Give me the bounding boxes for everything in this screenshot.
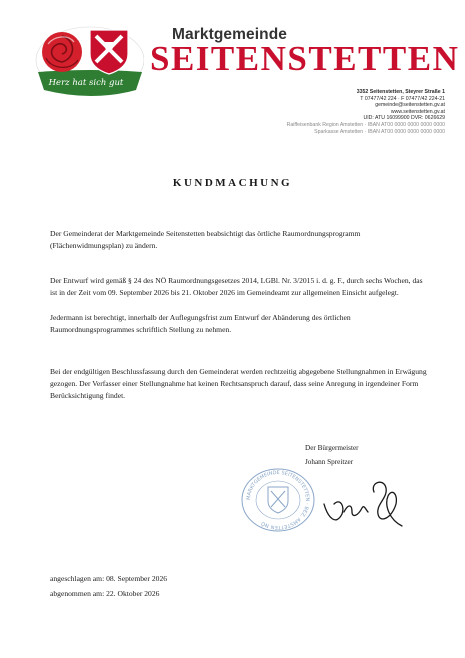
paragraph-display-period: Der Entwurf wird gemäß § 24 des NÖ Raumordnungsgesetzes 2014, LGBl. Nr. 3/2015 i. d. g. F., durch sechs Wochen, das ist in der Zeit vom 09. September 2026 bis 21. Oktober 2026 im Gemeindeamt zur allgemeinen Einsicht aufgelegt.: [50, 276, 423, 297]
coat-of-arms-icon: [90, 30, 128, 74]
municipality-prefix: Marktgemeinde: [172, 26, 287, 43]
logo-slogan: Herz hat sich gut: [48, 78, 124, 88]
rose-icon: [42, 32, 82, 72]
contact-block: [287, 89, 445, 135]
contact-phone: T 07477/42 224 · F 07477/42 224-21: [360, 95, 445, 102]
removed-date: abgenommen am: 22. Oktober 2026: [50, 589, 160, 598]
signatory-name: Johann Spreitzer: [305, 458, 354, 466]
posting-dates: [50, 571, 167, 601]
stamp-text: MARKTGEMEINDE SEITENSTETTEN · BEZ. AMSTETTEN NÖ: [245, 469, 311, 531]
municipal-logo: [32, 22, 144, 97]
signatory-role: Der Bürgermeister: [305, 444, 359, 452]
document-title: KUNDMACHUNG: [172, 177, 293, 189]
official-stamp: [238, 467, 318, 533]
svg-text:MARKTGEMEINDE SEITENSTETTEN ·: [246, 470, 310, 530]
contact-bank-1: Raiffeisenbank Region Amstetten · IBAN AT00 0000 0000 0000 0000: [286, 121, 445, 128]
contact-email: gemeinde@seitenstetten.gv.at: [375, 102, 445, 109]
handwritten-signature: [318, 474, 410, 536]
paragraph-intent: Der Gemeinderat der Marktgemeinde Seitenstetten beabsichtigt das örtliche Raumordnungsprogramm (Flächenwidmungsplan) zu ändern.: [50, 229, 361, 250]
paragraph-consideration: Bei der endgültigen Beschlussfassung durch den Gemeinderat werden rechtzeitig abgegebene Stellungnahmen in Erwägung gezogen. Der Verfasser einer Stellungnahme hat keinen Rechtsanspruch darauf, dass seine Anregung in irgendeiner Form Berücksichtigung findet.: [50, 367, 427, 400]
contact-uid: UID: ATU 16099900 DVR: 0626629: [363, 115, 445, 122]
paragraph-right-to-comment: Jedermann ist berechtigt, innerhalb der Auflegungsfrist zum Entwurf der Abänderung des örtlichen Raumordnungsprogrammes schriftlich Stellung zu nehmen.: [50, 313, 351, 334]
stamp-coat-of-arms-icon: [268, 487, 288, 513]
signature-block: [305, 441, 359, 469]
contact-address: 3352 Seitenstetten, Steyrer Straße 1: [356, 89, 445, 95]
posted-date: angeschlagen am: 08. September 2026: [50, 574, 168, 583]
municipality-name: SEITENSTETTEN: [150, 39, 460, 78]
contact-website: www.seitenstetten.gv.at: [390, 108, 445, 115]
contact-bank-2: Sparkasse Amstetten · IBAN AT00 0000 0000 0000 0000: [314, 128, 445, 135]
